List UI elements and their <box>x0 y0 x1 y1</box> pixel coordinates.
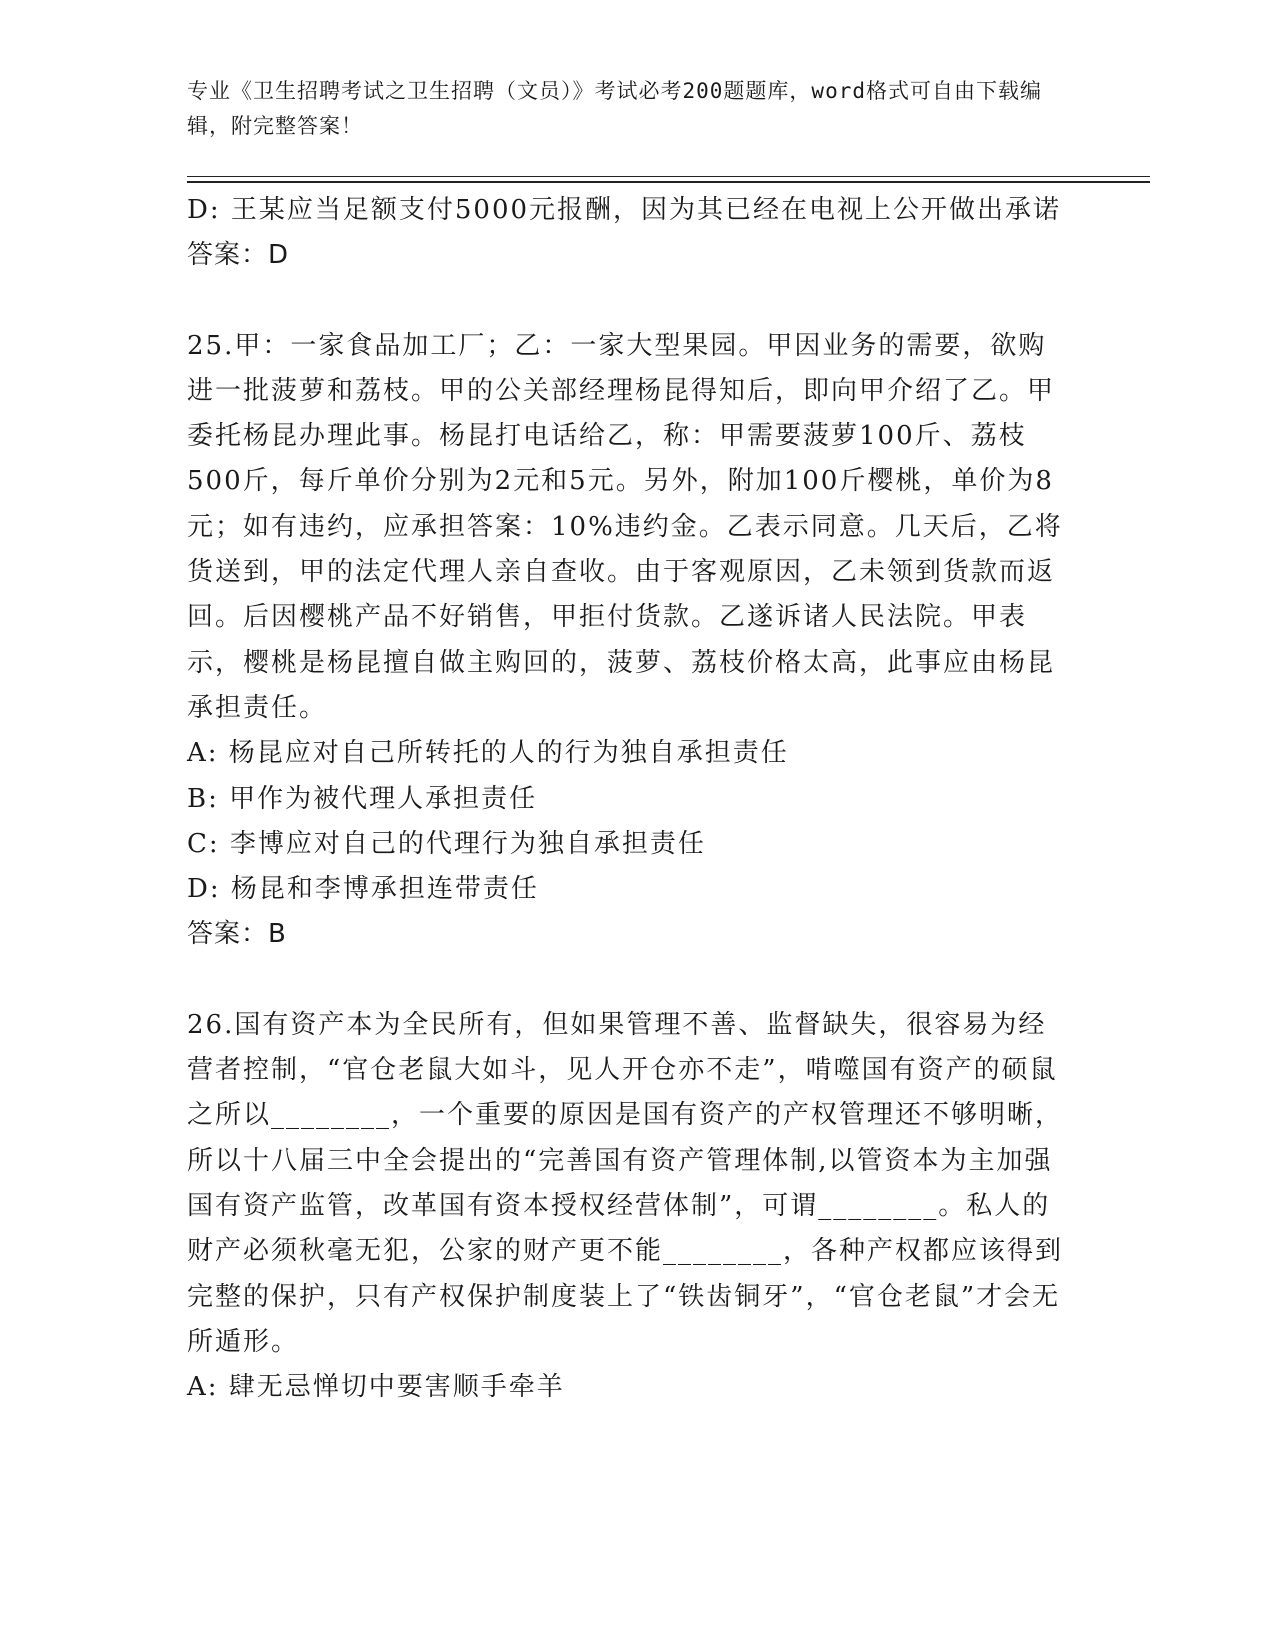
spacer <box>187 279 1067 324</box>
header-title: 专业《卫生招聘考试之卫生招聘（文员）》考试必考200题题库，word格式可自由下载编辑，附完整答案！ <box>187 79 1042 138</box>
option-d: D: 杨昆和李博承担连带责任 <box>187 874 539 905</box>
option-a: A: 肆无忌惮切中要害顺手牵羊 <box>187 1372 565 1403</box>
header-divider-thick <box>187 181 1150 183</box>
document-body <box>187 188 1067 1410</box>
question-stem: 25.甲：一家食品加工厂；乙：一家大型果园。甲因业务的需要，欲购进一批菠萝和荔枝。甲的公关部经理杨昆得知后，即向甲介绍了乙。甲委托杨昆办理此事。杨昆打电话给乙，称：甲需要菠萝100斤、荔枝500斤，每斤单价分别为2元和5元。另外，附加100斤樱桃，单价为8元；如有违约，应承担答案：10%违约金。乙表示同意。几天后，乙将货送到，甲的法定代理人亲自查收。由于客观原因，乙未领到货款而返回。后因樱桃产品不好销售，甲拒付货款。乙遂诉诸人民法院。甲表示，樱桃是杨昆擅自做主购回的，菠萝、荔枝价格太高，此事应由杨昆承担责任。 <box>187 330 1063 723</box>
question-26 <box>187 1003 1067 1411</box>
header-divider-thin <box>187 176 1150 177</box>
previous-question-tail <box>187 188 1067 279</box>
spacer <box>187 958 1067 1003</box>
option-d: D: 王某应当足额支付5000元报酬，因为其已经在电视上公开做出承诺 <box>187 195 1062 225</box>
page-header <box>187 74 1067 144</box>
option-c: C: 李博应对自己的代理行为独自承担责任 <box>187 828 706 859</box>
option-b: B: 甲作为被代理人承担责任 <box>187 783 538 814</box>
option-a: A: 杨昆应对自己所转托的人的行为独自承担责任 <box>187 738 789 769</box>
question-stem: 26.国有资产本为全民所有，但如果管理不善、监督缺失，很容易为经营者控制，“官仓老鼠大如斗，见人开仓亦不走”，啃噬国有资产的硕鼠之所以________，一个重要的原因是国有资产的产权管理还不够明晰，所以十八届三中全会提出的“完善国有资产管理体制,以管资本为主加强国有资产监管，改革国有资本授权经营体制”，可谓________。私人的财产必须秋毫无犯，公家的财产更不能________，各种产权都应该得到完整的保护，只有产权保护制度装上了“铁齿铜牙”，“官仓老鼠”才会无所遁形。 <box>187 1009 1064 1357</box>
answer-line: 答案：D <box>187 240 290 271</box>
question-25 <box>187 324 1067 958</box>
answer-line: 答案：B <box>187 919 287 950</box>
